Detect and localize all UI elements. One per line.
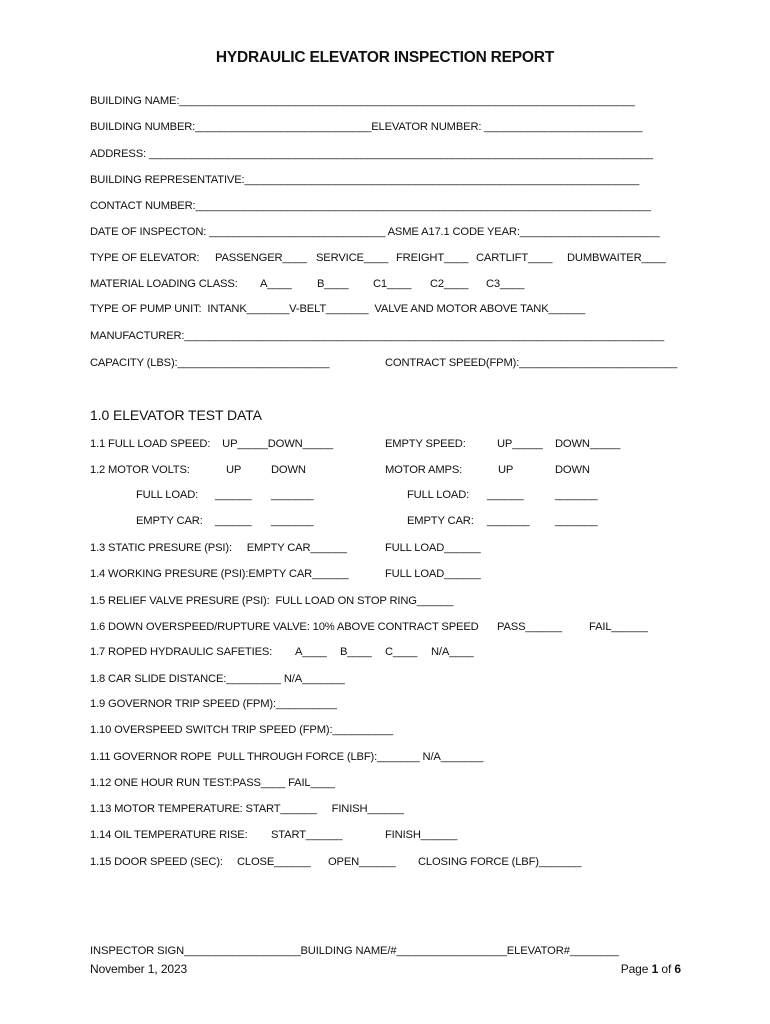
static-pressure-full-load-field[interactable]: FULL LOAD______ [385, 542, 481, 554]
motor-amps-up-header: UP [498, 464, 514, 476]
door-close-field[interactable]: CLOSE______ [237, 856, 311, 868]
type-service-option[interactable]: SERVICE____ [316, 252, 389, 264]
governor-trip-speed-field[interactable]: 1.9 GOVERNOR TRIP SPEED (FPM):__________ [90, 698, 337, 710]
overspeed-switch-field[interactable]: 1.10 OVERSPEED SWITCH TRIP SPEED (FPM):__________ [90, 724, 394, 736]
volts-full-load-down-field[interactable]: _______ [271, 489, 314, 501]
type-dumbwaiter-option[interactable]: DUMBWAITER____ [567, 252, 666, 264]
rupture-valve-label: 1.6 DOWN OVERSPEED/RUPTURE VALVE: 10% ABOVE CONTRACT SPEED [90, 621, 479, 633]
oil-temperature-rise-label: 1.14 OIL TEMPERATURE RISE: [90, 829, 248, 841]
car-slide-distance-field[interactable]: 1.8 CAR SLIDE DISTANCE:_________ N/A_______ [90, 673, 345, 685]
page-prefix: Page [620, 962, 652, 976]
date-of-inspection-field[interactable]: DATE OF INSPECTON: _____________________________ ASME A17.1 CODE YEAR:_______________________ [90, 226, 660, 238]
building-representative-field[interactable]: BUILDING REPRESENTATIVE:_________________________________________________________________ [90, 174, 640, 186]
amps-full-load-label: FULL LOAD: [407, 489, 470, 501]
oil-temperature-start-field[interactable]: START______ [271, 829, 343, 841]
contract-speed-field[interactable]: CONTRACT SPEED(FPM):__________________________ [385, 357, 678, 369]
mlc-a-option[interactable]: A____ [260, 278, 292, 290]
page-current: 1 [651, 962, 659, 976]
empty-speed-label: EMPTY SPEED: [385, 438, 466, 450]
rupture-valve-fail-field[interactable]: FAIL______ [589, 621, 648, 633]
capacity-field[interactable]: CAPACITY (LBS):_________________________ [90, 357, 330, 369]
mlc-c2-option[interactable]: C2____ [430, 278, 469, 290]
address-field[interactable]: ADDRESS: ___________________________________________________________________________________ [90, 148, 653, 160]
mlc-c3-option[interactable]: C3____ [486, 278, 525, 290]
volts-empty-car-label: EMPTY CAR: [136, 515, 203, 527]
roped-safeties-na-field[interactable]: N/A____ [431, 646, 474, 658]
governor-rope-force-field[interactable]: 1.11 GOVERNOR ROPE PULL THROUGH FORCE (LBF):_______ N/A_______ [90, 751, 484, 763]
type-passenger-option[interactable]: PASSENGER____ [215, 252, 307, 264]
motor-volts-label: 1.2 MOTOR VOLTS: [90, 464, 190, 476]
elevator-type-label: TYPE OF ELEVATOR: [90, 252, 200, 264]
report-title: HYDRAULIC ELEVATOR INSPECTION REPORT [215, 49, 555, 66]
motor-temperature-field[interactable]: 1.13 MOTOR TEMPERATURE: START______ FINISH______ [90, 803, 404, 815]
page-of: of [658, 962, 675, 976]
type-freight-option[interactable]: FREIGHT____ [396, 252, 469, 264]
closing-force-field[interactable]: CLOSING FORCE (LBF)_______ [418, 856, 582, 868]
relief-valve-pressure-field[interactable]: 1.5 RELIEF VALVE PRESURE (PSI): FULL LOAD ON STOP RING______ [90, 595, 454, 607]
door-open-field[interactable]: OPEN______ [328, 856, 396, 868]
mlc-b-option[interactable]: B____ [317, 278, 349, 290]
empty-speed-down-field[interactable]: DOWN_____ [555, 438, 621, 450]
roped-safeties-c-field[interactable]: C____ [385, 646, 418, 658]
roped-safeties-a-field[interactable]: A____ [295, 646, 327, 658]
amps-empty-car-up-field[interactable]: _______ [487, 515, 530, 527]
motor-volts-down-header: DOWN [271, 464, 306, 476]
mlc-c1-option[interactable]: C1____ [373, 278, 412, 290]
amps-full-load-down-field[interactable]: _______ [555, 489, 598, 501]
static-pressure-field[interactable]: 1.3 STATIC PRESURE (PSI): EMPTY CAR______ [90, 542, 347, 554]
amps-empty-car-down-field[interactable]: _______ [555, 515, 598, 527]
full-load-speed-field[interactable]: 1.1 FULL LOAD SPEED: UP_____DOWN_____ [90, 438, 333, 450]
building-number-field[interactable]: BUILDING NUMBER:_____________________________ELEVATOR NUMBER: __________________________ [90, 121, 643, 133]
section-title: 1.0 ELEVATOR TEST DATA [90, 407, 262, 423]
material-loading-class-label: MATERIAL LOADING CLASS: [90, 278, 238, 290]
type-cartlift-option[interactable]: CARTLIFT____ [476, 252, 553, 264]
roped-safeties-b-field[interactable]: B____ [340, 646, 372, 658]
oil-temperature-finish-field[interactable]: FINISH______ [385, 829, 458, 841]
inspector-signature-line[interactable]: INSPECTOR SIGN___________________BUILDING NAME/#__________________ELEVATOR#________ [90, 945, 619, 957]
motor-amps-label: MOTOR AMPS: [385, 464, 463, 476]
building-name-field[interactable]: BUILDING NAME:___________________________________________________________________________ [90, 95, 635, 107]
volts-full-load-label: FULL LOAD: [136, 489, 199, 501]
manufacturer-field[interactable]: MANUFACTURER:_______________________________________________________________________________ [90, 330, 665, 342]
footer-date: November 1, 2023 [90, 962, 188, 976]
empty-speed-up-field[interactable]: UP_____ [497, 438, 543, 450]
amps-full-load-up-field[interactable]: ______ [487, 489, 524, 501]
page-total: 6 [674, 962, 681, 976]
contact-number-field[interactable]: CONTACT NUMBER:___________________________________________________________________________ [90, 200, 651, 212]
rupture-valve-pass-field[interactable]: PASS______ [497, 621, 562, 633]
amps-empty-car-label: EMPTY CAR: [407, 515, 474, 527]
volts-full-load-up-field[interactable]: ______ [215, 489, 252, 501]
pump-unit-type-field[interactable]: TYPE OF PUMP UNIT: INTANK_______V-BELT_______ VALVE AND MOTOR ABOVE TANK______ [90, 303, 585, 315]
working-pressure-field[interactable]: 1.4 WORKING PRESURE (PSI):EMPTY CAR______ [90, 568, 349, 580]
working-pressure-full-load-field[interactable]: FULL LOAD______ [385, 568, 481, 580]
volts-empty-car-up-field[interactable]: ______ [215, 515, 252, 527]
volts-empty-car-down-field[interactable]: _______ [271, 515, 314, 527]
page-indicator [621, 962, 681, 976]
motor-volts-up-header: UP [226, 464, 242, 476]
roped-safeties-label: 1.7 ROPED HYDRAULIC SAFETIES: [90, 646, 273, 658]
door-speed-label: 1.15 DOOR SPEED (SEC): [90, 856, 223, 868]
one-hour-run-test-field[interactable]: 1.12 ONE HOUR RUN TEST:PASS____ FAIL____ [90, 777, 335, 789]
motor-amps-down-header: DOWN [555, 464, 590, 476]
